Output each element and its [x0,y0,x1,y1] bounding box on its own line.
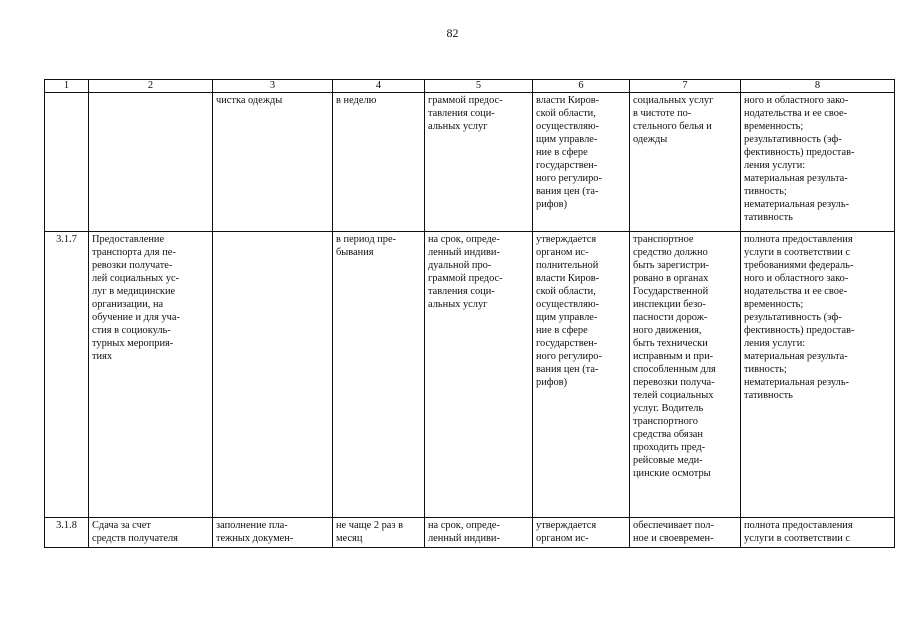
row-number-cell: 3.1.7 [45,232,89,518]
page-number: 82 [446,26,459,40]
service-name-cell: Сдача за счет средств получателя [89,518,213,548]
column-header: 1 [45,80,89,93]
column-header: 7 [630,80,741,93]
table-row [45,518,895,548]
service-name-cell: Предоставление транспорта для пе- ревозки получате- лей социальных ус- луг в медицинские организации, на обучение и для уча- стия в социокуль- турных мероприя- тиях [89,232,213,518]
row-number-cell: 3.1.8 [45,518,89,548]
quality-cell: социальных услуг в чистоте по- стельного белья и одежды [630,93,741,232]
services-table [44,79,895,548]
row-number-cell [45,93,89,232]
service-description-cell [213,232,333,518]
column-number-row [45,80,895,93]
service-name-cell [89,93,213,232]
evaluation-cell: полнота предоставления услуги в соответствии с требованиями федераль- ного и областного зако- нодательства и ее свое- временность; результативность (эф- фективность) предостав- ления услуги: материальная результа- тивность; нематериальная резуль- тативность [741,232,895,518]
tariff-cell: утверждается органом ис- полнительной власти Киров- ской области, осуществляю- щим управле- ние в сфере государствен- ного регулиро- вания цен (та- рифов) [533,232,630,518]
service-description-cell: чистка одежды [213,93,333,232]
table-row [45,232,895,518]
quality-cell: обеспечивает пол- ное и своевремен- [630,518,741,548]
evaluation-cell: полнота предоставления услуги в соответствии с [741,518,895,548]
quality-cell: транспортное средство должно быть зарегистри- ровано в органах Государственной инспекции безо- пасности дорож- ного движения, быть технически исправным и при- способленным для перевозки получа- телей социальных услуг. Водитель транспортного средства обязан проходить пред- рейсовые меди- цинские осмотры [630,232,741,518]
column-header: 2 [89,80,213,93]
frequency-cell: не чаще 2 раз в месяц [333,518,425,548]
service-description-cell: заполнение пла- тежных докумен- [213,518,333,548]
term-cell: на срок, опреде- ленный индиви- дуальной про- граммой предос- тавления соци- альных услуг [425,232,533,518]
term-cell: граммой предос- тавления соци- альных услуг [425,93,533,232]
column-header: 3 [213,80,333,93]
column-header: 4 [333,80,425,93]
term-cell: на срок, опреде- ленный индиви- [425,518,533,548]
tariff-cell: власти Киров- ской области, осуществляю- щим управле- ние в сфере государствен- ного регулиро- вания цен (та- рифов) [533,93,630,232]
column-header: 6 [533,80,630,93]
column-header: 8 [741,80,895,93]
tariff-cell: утверждается органом ис- [533,518,630,548]
evaluation-cell: ного и областного зако- нодательства и ее свое- временность; результативность (эф- фективность) предостав- ления услуги: материальная результа- тивность; нематериальная резуль- тативность [741,93,895,232]
table-row [45,93,895,232]
column-header: 5 [425,80,533,93]
frequency-cell: в неделю [333,93,425,232]
frequency-cell: в период пре- бывания [333,232,425,518]
